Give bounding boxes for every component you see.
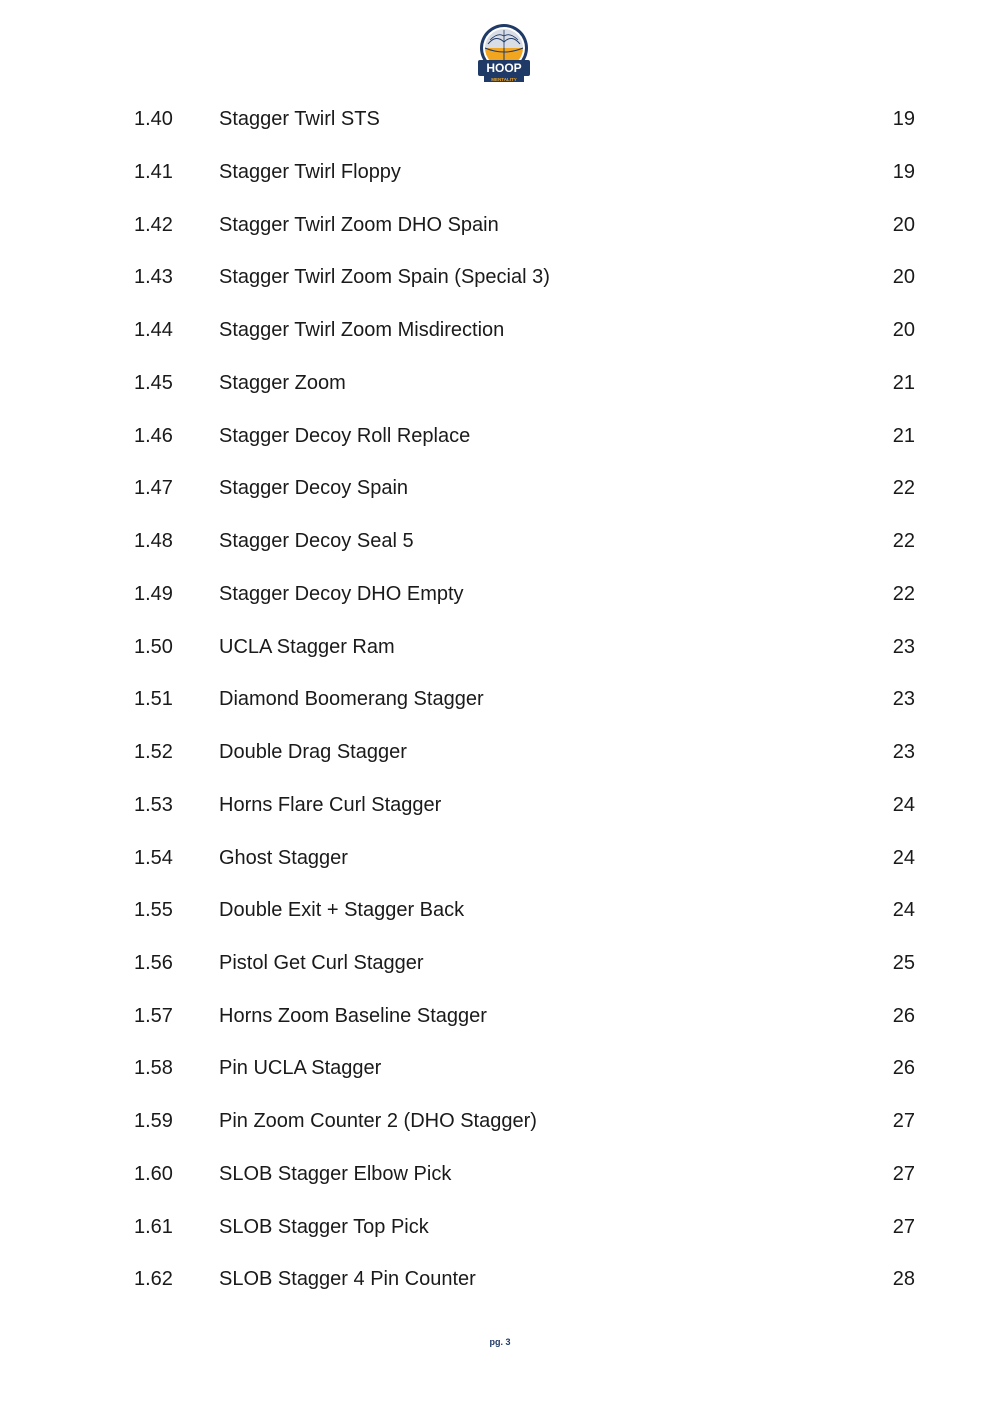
toc-entry-page: 20 — [892, 266, 915, 288]
toc-entry-number: 1.48 — [134, 530, 173, 552]
toc-entry-title: Pin UCLA Stagger — [219, 1057, 382, 1079]
toc-entry-number: 1.52 — [134, 741, 173, 763]
toc-entry-page: 22 — [892, 583, 915, 605]
toc-entry[interactable] — [0, 895, 1000, 925]
toc-entry-title: Horns Zoom Baseline Stagger — [219, 1005, 487, 1027]
toc-entry-number: 1.57 — [134, 1005, 173, 1027]
toc-entry-title: Pistol Get Curl Stagger — [219, 952, 424, 974]
toc-entry[interactable] — [0, 526, 1000, 556]
toc-entry-title: Double Exit + Stagger Back — [219, 899, 465, 921]
toc-entry[interactable] — [0, 1212, 1000, 1242]
toc-entry[interactable] — [0, 1001, 1000, 1031]
toc-entry-number: 1.44 — [134, 319, 173, 341]
toc-entry-title: Stagger Zoom — [219, 372, 346, 394]
toc-entry-title: SLOB Stagger 4 Pin Counter — [219, 1268, 476, 1290]
toc-entry-title: Stagger Twirl Floppy — [219, 161, 401, 183]
toc-entry-title: Stagger Twirl Zoom DHO Spain — [219, 214, 499, 236]
toc-entry-page: 25 — [892, 952, 915, 974]
toc-entry-title: SLOB Stagger Elbow Pick — [219, 1163, 452, 1185]
toc-entry[interactable] — [0, 1053, 1000, 1083]
toc-entry[interactable] — [0, 790, 1000, 820]
toc-entry[interactable] — [0, 473, 1000, 503]
toc-entry-page: 23 — [892, 688, 915, 710]
toc-entry-number: 1.62 — [134, 1268, 173, 1290]
toc-entry-number: 1.55 — [134, 899, 173, 921]
toc-entry-page: 26 — [892, 1005, 915, 1027]
toc-entry-page: 28 — [892, 1268, 915, 1290]
toc-entry[interactable] — [0, 948, 1000, 978]
toc-entry-number: 1.42 — [134, 214, 173, 236]
toc-entry[interactable] — [0, 1159, 1000, 1189]
svg-text:HOOP: HOOP — [486, 61, 522, 75]
toc-entry[interactable] — [0, 737, 1000, 767]
toc-entry-title: Stagger Decoy Spain — [219, 477, 409, 499]
toc-entry[interactable] — [0, 157, 1000, 187]
toc-entry[interactable] — [0, 1264, 1000, 1294]
toc-entry-number: 1.43 — [134, 266, 173, 288]
toc-entry-title: Pin Zoom Counter 2 (DHO Stagger) — [219, 1110, 537, 1132]
toc-entry-page: 20 — [892, 319, 915, 341]
toc-entry-page: 23 — [892, 741, 915, 763]
toc-entry-number: 1.54 — [134, 847, 173, 869]
toc-entry-number: 1.41 — [134, 161, 173, 183]
toc-entry-page: 21 — [892, 372, 915, 394]
toc-entry-number: 1.49 — [134, 583, 173, 605]
toc-entry-page: 27 — [892, 1216, 915, 1238]
toc-entry-title: Stagger Decoy Roll Replace — [219, 425, 471, 447]
toc-entry[interactable] — [0, 262, 1000, 292]
toc-entry-page: 24 — [892, 794, 915, 816]
toc-entry-title: Stagger Twirl Zoom Misdirection — [219, 319, 505, 341]
toc-entry[interactable] — [0, 1106, 1000, 1136]
toc-entry-number: 1.53 — [134, 794, 173, 816]
toc-entry-title: SLOB Stagger Top Pick — [219, 1216, 429, 1238]
toc-entry-page: 23 — [892, 636, 915, 658]
toc-entry-title: UCLA Stagger Ram — [219, 636, 395, 658]
toc-entry-number: 1.61 — [134, 1216, 173, 1238]
toc-entry-page: 22 — [892, 477, 915, 499]
toc-entry-number: 1.51 — [134, 688, 173, 710]
toc-entry-page: 24 — [892, 847, 915, 869]
toc-entry-page: 27 — [892, 1110, 915, 1132]
toc-entry-title: Stagger Twirl STS — [219, 108, 380, 130]
toc-entry-number: 1.40 — [134, 108, 173, 130]
toc-entry-page: 24 — [892, 899, 915, 921]
toc-entry-number: 1.46 — [134, 425, 173, 447]
toc-entry-number: 1.45 — [134, 372, 173, 394]
toc-entry-number: 1.47 — [134, 477, 173, 499]
hoop-mentality-logo-icon — [476, 22, 532, 84]
toc-entry[interactable] — [0, 104, 1000, 134]
toc-entry-title: Ghost Stagger — [219, 847, 348, 869]
toc-entry-number: 1.58 — [134, 1057, 173, 1079]
toc-entry-number: 1.50 — [134, 636, 173, 658]
toc-entry[interactable] — [0, 632, 1000, 662]
toc-entry[interactable] — [0, 210, 1000, 240]
toc-entry[interactable] — [0, 368, 1000, 398]
toc-entry-title: Horns Flare Curl Stagger — [219, 794, 442, 816]
toc-entry-number: 1.59 — [134, 1110, 173, 1132]
toc-entry-page: 26 — [892, 1057, 915, 1079]
toc-entry-page: 27 — [892, 1163, 915, 1185]
toc-entry[interactable] — [0, 579, 1000, 609]
toc-entry-title: Double Drag Stagger — [219, 741, 407, 763]
hoop-mentality-logo — [476, 22, 532, 84]
toc-entry[interactable] — [0, 843, 1000, 873]
svg-text:MENTALITY: MENTALITY — [491, 77, 517, 82]
toc-entry[interactable] — [0, 684, 1000, 714]
toc-entry-number: 1.56 — [134, 952, 173, 974]
toc-entry-number: 1.60 — [134, 1163, 173, 1185]
toc-entry-page: 21 — [892, 425, 915, 447]
toc-entry-page: 19 — [892, 161, 915, 183]
toc-entry-page: 22 — [892, 530, 915, 552]
toc-entry[interactable] — [0, 421, 1000, 451]
toc-entry-page: 20 — [892, 214, 915, 236]
toc-entry-page: 19 — [892, 108, 915, 130]
toc-entry-title: Stagger Twirl Zoom Spain (Special 3) — [219, 266, 550, 288]
toc-entry-title: Stagger Decoy Seal 5 — [219, 530, 414, 552]
toc-entry[interactable] — [0, 315, 1000, 345]
toc-entry-title: Stagger Decoy DHO Empty — [219, 583, 464, 605]
page-number-footer: pg. 3 — [489, 1337, 511, 1347]
toc-entry-title: Diamond Boomerang Stagger — [219, 688, 484, 710]
